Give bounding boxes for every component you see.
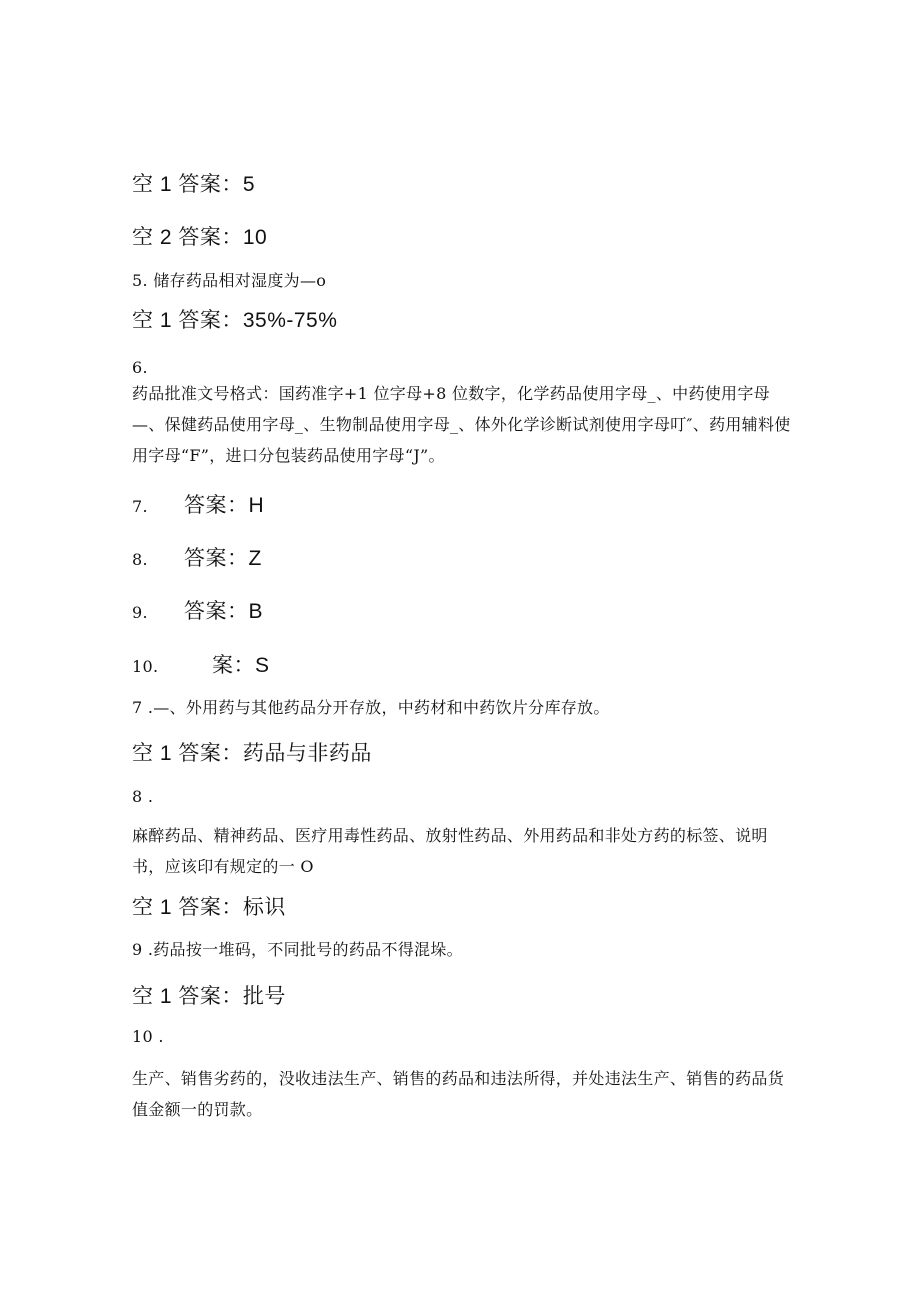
answer-item-7: [132, 489, 264, 519]
answer-question-7: 空 1 答案：药品与非药品: [132, 742, 372, 765]
item-7-number: 7.: [132, 497, 148, 516]
item-8-number: 8.: [132, 550, 148, 569]
item-10-answer: 案：S: [212, 654, 270, 677]
item-9-answer: 答案：B: [184, 600, 264, 623]
question-6-number: 6.: [132, 358, 148, 377]
answer-question-8: 空 1 答案：标识: [132, 896, 286, 919]
answer-question-9: 空 1 答案：批号: [132, 985, 286, 1008]
item-8-answer: 答案：Z: [184, 547, 262, 570]
answer-item-10: [132, 649, 270, 679]
question-8-text: 麻醉药品、精神药品、医疗用毒性药品、放射性药品、外用药品和非处方药的标签、说明书，应该印有规定的一 O: [132, 826, 768, 876]
question-10-text: 生产、销售劣药的，没收违法生产、销售的药品和违法所得，并处违法生产、销售的药品货值金额一的罚款。: [132, 1069, 785, 1119]
answer-item-8: [132, 542, 262, 572]
item-7-answer: 答案：H: [184, 494, 265, 517]
question-6-text: 药品批准文号格式：国药准字+1 位字母+8 位数字，化学药品使用字母_、中药使用字母—、保健药品使用字母_、生物制品使用字母_、体外化学诊断试剂使用字母叮″、药用辅料使用字母“F”，进口分包装药品使用字母“J”。: [132, 384, 791, 465]
question-10-number: 10 .: [132, 1027, 164, 1046]
item-10-number: 10.: [132, 657, 159, 676]
answer-blank-1: 空 1 答案：5: [132, 173, 256, 196]
question-8-number: 8 .: [132, 787, 154, 806]
question-5: 5. 储存药品相对湿度为—o: [132, 271, 327, 290]
answer-question-5: 空 1 答案：35%-75%: [132, 309, 338, 332]
question-9: 9 .药品按一堆码，不同批号的药品不得混垛。: [132, 940, 463, 959]
answer-item-9: [132, 595, 263, 625]
item-9-number: 9.: [132, 603, 148, 622]
question-7: 7 .—、外用药与其他药品分开存放，中药材和中药饮片分库存放。: [132, 698, 610, 717]
answer-blank-2: 空 2 答案：10: [132, 226, 268, 249]
